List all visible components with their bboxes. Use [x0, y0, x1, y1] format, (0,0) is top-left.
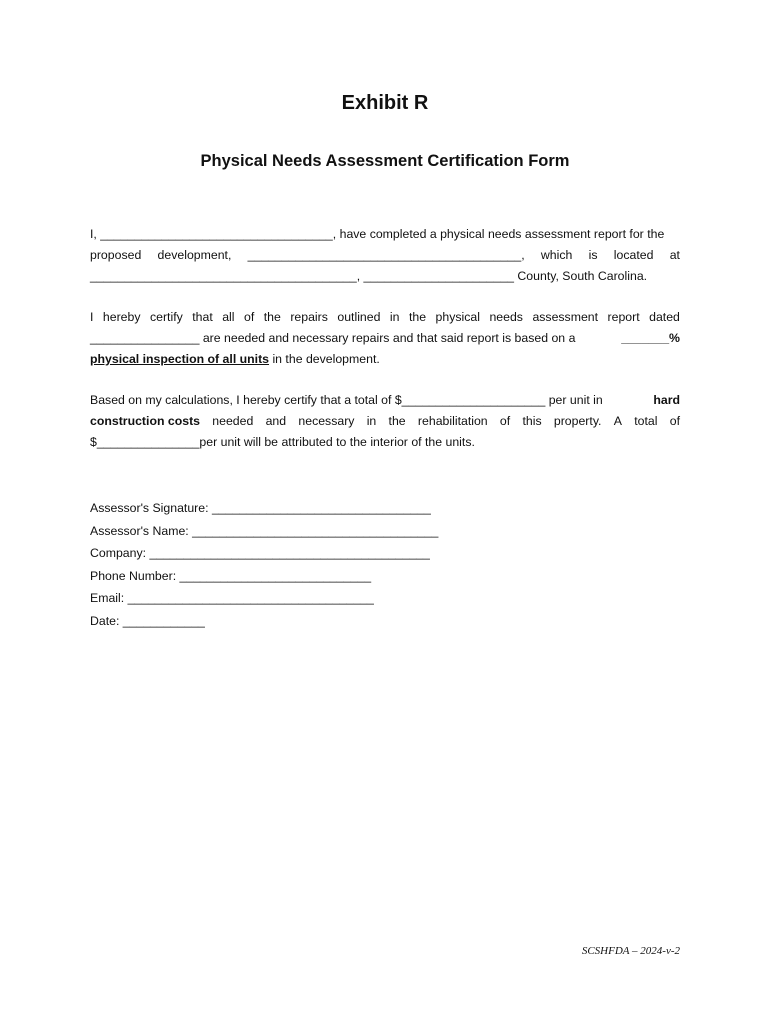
text-segment: ________________ are needed and necessary repairs and that said report is based on a [90, 331, 576, 345]
word: outlined [337, 310, 381, 324]
word: the [263, 310, 281, 324]
word: which [540, 248, 573, 262]
paragraph-line [90, 245, 680, 266]
word: and [265, 414, 287, 428]
word: needed [212, 414, 254, 428]
word: report [607, 310, 640, 324]
text-segment: _______________________________________, ______________________ County, South Carolina. [90, 269, 648, 283]
word: development, [157, 248, 232, 262]
exhibit-title: Exhibit R [341, 92, 429, 114]
word: in [389, 310, 400, 324]
text-segment: I, __________________________________, have completed a physical needs assessment report for the [90, 227, 665, 241]
email-field[interactable]: Email: ____________________________________ [90, 591, 374, 605]
text-segment: in the development. [269, 352, 380, 366]
word: the [408, 310, 427, 324]
emphasis-hard: hard [653, 393, 680, 407]
word: I [90, 310, 94, 324]
paragraph-line [90, 224, 680, 245]
word: needs [489, 310, 523, 324]
word: A [613, 414, 622, 428]
assessor-signature-field[interactable]: Assessor's Signature: ________________________________ [90, 501, 431, 515]
signature-block [90, 497, 490, 632]
word: necessary [298, 414, 355, 428]
word: that [192, 310, 213, 324]
word: is [588, 248, 598, 262]
emphasis-physical-inspection: physical inspection of all units [90, 352, 270, 366]
assessor-name-field[interactable]: Assessor's Name: ____________________________________ [90, 523, 439, 538]
word: rehabilitation [417, 414, 488, 428]
word: located [613, 248, 654, 262]
word: proposed [90, 248, 142, 262]
word: of [499, 414, 511, 428]
paragraph-line [90, 390, 680, 411]
word: the [388, 414, 406, 428]
word: total [634, 414, 658, 428]
word: property. [553, 414, 602, 428]
emphasis-construction-costs: construction costs [90, 414, 201, 428]
word: assessment [532, 310, 599, 324]
blank-percent: _______% [621, 331, 680, 345]
word: in [366, 414, 377, 428]
paragraph-line [90, 307, 680, 328]
paragraph-line [90, 266, 680, 287]
paragraph-cost-certification [90, 390, 680, 453]
paragraph-line [90, 328, 680, 349]
paragraph-line [90, 349, 680, 370]
text-segment: Based on my calculations, I hereby certify that a total of $_____________________ per unit in [90, 393, 603, 407]
word: at [669, 248, 680, 262]
paragraph-line [90, 411, 680, 432]
word: of [244, 310, 255, 324]
word: repairs [290, 310, 328, 324]
paragraph-line [90, 432, 680, 453]
word: certify [149, 310, 183, 324]
phone-number-field[interactable]: Phone Number: ____________________________ [90, 568, 372, 583]
word: of [669, 414, 680, 428]
word: physical [435, 310, 480, 324]
form-version-code: SCSHFDA – 2024-v-2 [581, 945, 680, 957]
paragraph-repairs-certification [90, 307, 680, 370]
paragraph-completion-statement [90, 224, 680, 287]
word: dated [649, 310, 680, 324]
word: all [222, 310, 235, 324]
form-title: Physical Needs Assessment Certification Form [200, 152, 570, 170]
blank-development-name: ________________________________________, [247, 248, 525, 262]
date-field[interactable]: Date: ____________ [90, 613, 205, 628]
word: this [522, 414, 542, 428]
company-field[interactable]: Company: _________________________________________ [90, 546, 430, 560]
text-segment: $_______________per unit will be attributed to the interior of the units. [90, 435, 475, 449]
word: hereby [102, 310, 141, 324]
